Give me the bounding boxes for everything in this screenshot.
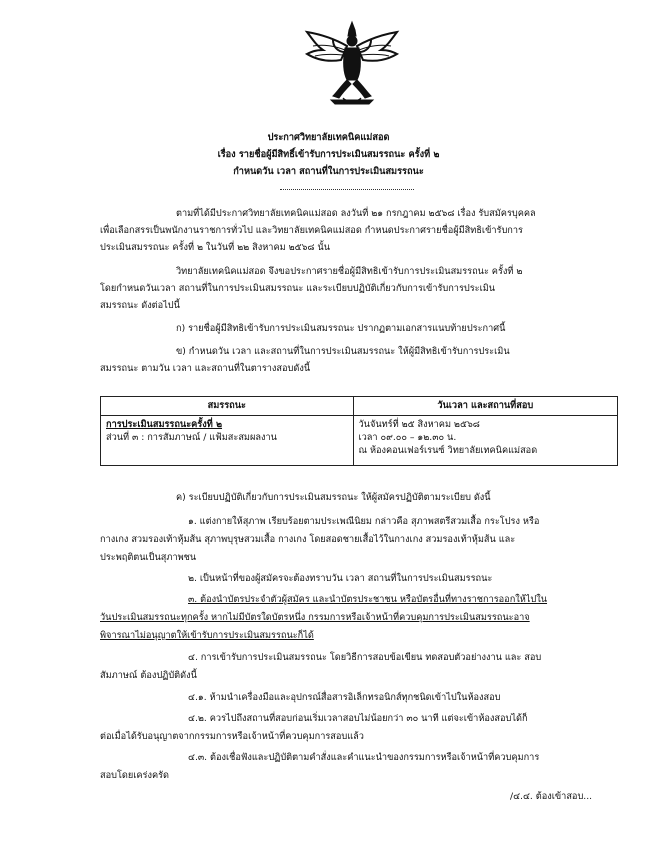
rule-2: ๒. เป็นหน้าที่ของผู้สมัครจะต้องทราบวัน เวลา สถานที่ในการประเมินสมรรถนะ (188, 573, 493, 584)
rule-3-line-2: วันประเมินสมรรถนะทุกครั้ง หากไม่มีบัตรใดบัตรหนึ่ง กรรมการหรือเจ้าหน้าที่ควบคุมการประเมินสมรรถนะอาจ (100, 612, 530, 623)
rule-4-line-1: ๔. การเข้ารับการประเมินสมรรถนะ โดยวิธีการสอบข้อเขียน ทดสอบตัวอย่างงาน และ สอบ (188, 652, 542, 663)
exam-schedule-table (100, 396, 618, 466)
item-kh-line-2: สมรรถนะ ตามวัน เวลา และสถานที่ในตารางสอบดังนี้ (100, 363, 311, 374)
rule-1-line-2: กางเกง สวมรองเท้าหุ้มส้น สุภาพบุรุษสวมเสื้อ กางเกง โดยสอดชายเสื้อไว้ในกางเกง สวมรองเท้าหุ้มส้น และ (100, 534, 516, 545)
table-row (101, 416, 618, 466)
paragraph-2-line-3: สมรรถนะ ดังต่อไปนี้ (100, 300, 180, 311)
exam-date: วันจันทร์ที่ ๒๕ สิงหาคม ๒๕๖๘ (358, 419, 480, 430)
table-header-row (101, 397, 618, 416)
garuda-emblem-icon (303, 20, 401, 114)
rule-4-line-2: สัมภาษณ์ ต้องปฏิบัติดังนี้ (100, 670, 197, 681)
exam-time: เวลา ๐๙.๐๐ – ๑๒.๓๐ น. (358, 432, 457, 443)
paragraph-1-line-1: ตามที่ได้มีประกาศวิทยาลัยเทคนิคแม่สอด ลงวันที่ ๒๑ กรกฎาคม ๒๕๖๘ เรื่อง รับสมัครบุคคล (176, 208, 536, 219)
paragraph-1-line-2: เพื่อเลือกสรรเป็นพนักงานราชการทั่วไป และวิทยาลัยเทคนิคแม่สอด กำหนดประกาศรายชื่อผู้มีสิทธิเข้ารับการ (100, 225, 523, 236)
rule-4-2-line-1: ๔.๒. ควรไปถึงสถานที่สอบก่อนเริ่มเวลาสอบไม่น้อยกว่า ๓๐ นาที แต่จะเข้าห้องสอบได้ก็ (188, 713, 528, 724)
competency-part: ส่วนที่ ๓ : การสัมภาษณ์ / แฟ้มสะสมผลงาน (106, 432, 277, 443)
page-continuation: /๔.๔. ต้องเข้าสอบ... (510, 791, 593, 802)
rule-3-line-3: พิจารณาไม่อนุญาตให้เข้ารับการประเมินสมรรถนะก็ได้ (100, 630, 314, 641)
announcement-title: ประกาศวิทยาลัยเทคนิคแม่สอด (267, 132, 390, 143)
announcement-subject: เรื่อง รายชื่อผู้มีสิทธิ์เข้ารับการประเมินสมรรถนะ ครั้งที่ ๒ (217, 149, 440, 160)
rule-3-line-1: ๓. ต้องนำบัตรประจำตัวผู้สมัคร และนำบัตรประชาชน หรือบัตรอื่นที่ทางราชการออกให้ไปใน (188, 594, 548, 605)
paragraph-1-line-3: ประเมินสมรรถนะ ครั้งที่ ๒ ในวันที่ ๒๒ สิงหาคม ๒๕๖๘ นั้น (100, 242, 330, 253)
datetime-place-cell (353, 416, 618, 466)
rule-4-3-line-1: ๔.๓. ต้องเชื่อฟังและปฏิบัติตามคำสั่งและคำแนะนำของกรรมการหรือเจ้าหน้าที่ควบคุมการ (188, 752, 540, 763)
competency-round: การประเมินสมรรถนะครั้งที่ ๒ (106, 419, 223, 430)
rule-4-1: ๔.๑. ห้ามนำเครื่องมือและอุปกรณ์สื่อสารอิเล็กทรอนิกส์ทุกชนิดเข้าไปในห้องสอบ (188, 692, 501, 703)
rule-4-3-line-2: สอบโดยเคร่งครัด (100, 770, 169, 781)
announcement-subtitle: กำหนดวัน เวลา สถานที่ในการประเมินสมรรถนะ (233, 166, 424, 177)
rule-1-line-3: ประพฤติตนเป็นสุภาพชน (100, 552, 197, 563)
dotted-divider (280, 189, 414, 190)
rule-4-2-line-2: ต่อเมื่อได้รับอนุญาตจากกรรมการหรือเจ้าหน้าที่ควบคุมการสอบแล้ว (100, 731, 364, 742)
rules-intro: ค) ระเบียบปฏิบัติเกี่ยวกับการประเมินสมรรถนะ ให้ผู้สมัครปฏิบัติตามระเบียบ ดังนี้ (176, 492, 491, 503)
exam-place: ณ ห้องคอนเฟอร์เรนซ์ วิทยาลัยเทคนิคแม่สอด (358, 445, 538, 456)
column-header-datetime-place: วันเวลา และสถานที่สอบ (353, 397, 618, 416)
paragraph-2-line-1: วิทยาลัยเทคนิคแม่สอด จึงขอประกาศรายชื่อผู้มีสิทธิเข้ารับการประเมินสมรรถนะ ครั้งที่ ๒ (176, 266, 523, 277)
column-header-competency: สมรรถนะ (101, 397, 354, 416)
paragraph-2-line-2: โดยกำหนดวันเวลา สถานที่ในการประเมินสมรรถนะ และระเบียบปฏิบัติเกี่ยวกับการเข้ารับการประเมิน (100, 283, 496, 294)
item-k: ก) รายชื่อผู้มีสิทธิเข้ารับการประเมินสมรรถนะ ปรากฏตามเอกสารแนบท้ายประกาศนี้ (176, 323, 506, 334)
competency-cell (101, 416, 354, 466)
item-kh-line-1: ข) กำหนดวัน เวลา และสถานที่ในการประเมินสมรรถนะ ให้ผู้มีสิทธิเข้ารับการประเมิน (176, 346, 510, 357)
rule-1-line-1: ๑. แต่งกายให้สุภาพ เรียบร้อยตามประเพณีนิยม กล่าวคือ สุภาพสตรีสวมเสื้อ กระโปรง หรือ (188, 516, 540, 527)
